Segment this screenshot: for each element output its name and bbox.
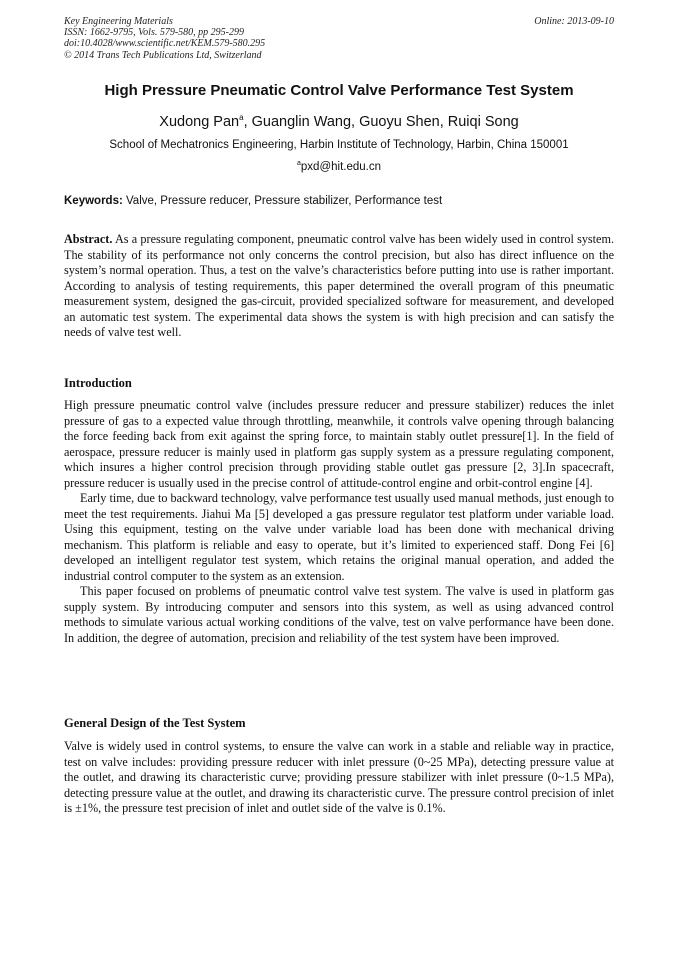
intro-paragraph: Early time, due to backward technology, valve performance test usually used manual methods, just enough to meet the test requirements. Jiahui Ma [5] developed a gas pressure regulator test platform under variable load. Using this equipment, testing on the valve under variable load has been done with mechanical driving mechanism. This platform is reliable and easy to operate, but it’s limited to experienced staff. Dong Fei [6] developed an intelligent regulator test system, which retains the original manual operation, and added the industrial control computer to the system as an extension. (64, 491, 614, 583)
design-paragraph: Valve is widely used in control systems, to ensure the valve can work in a stable and reliable way in practice, test on valve includes: providing pressure reducer with inlet pressure (0~25 MPa), detecting pressure value at the outlet, and drawing its characteristic curve; providing pressure stabilizer with inlet pressure (0~1.5 MPa), detecting pressure value at the outlet, and drawing its characteristic curve. The pressure control precision of inlet is ±1%, the pressure test precision of inlet and outlet side of the valve is 0.1%. (64, 739, 614, 815)
journal-doi: doi:10.4028/www.scientific.net/KEM.579-580.295 (64, 38, 266, 50)
keywords-text: Valve, Pressure reducer, Pressure stabilizer, Performance test (122, 195, 443, 207)
email-address: pxd@hit.edu.cn (300, 160, 381, 173)
intro-paragraph: High pressure pneumatic control valve (includes pressure reducer and pressure stabilizer) reduces the inlet pressure of gas to a expected value through throttling, meanwhile, it controls valve opening through balancing the force feeding back from exit against the spring force, to maintain stably outlet pressure[1]. In the field of aerospace, pressure reducer is mainly used in platform gas supply system as a pressure regulating component, which insures a higher control precision through providing stable outlet gas pressure [2, 3].In spacecraft, pressure reducer is usually used in the precise control of attitude-control engine and orbit-control engine [4]. (64, 398, 614, 490)
keywords-label: Keywords: (64, 195, 123, 207)
author-affiliation-mark: a (239, 113, 244, 122)
general-design-body (64, 739, 614, 817)
keywords (64, 195, 614, 207)
other-authors: , Guanglin Wang, Guoyu Shen, Ruiqi Song (243, 113, 519, 130)
journal-info (64, 16, 265, 61)
paper-title: High Pressure Pneumatic Control Valve Performance Test System (104, 82, 574, 99)
general-design-heading: General Design of the Test System (64, 716, 246, 730)
author-list (0, 113, 678, 130)
introduction-body (64, 398, 614, 646)
intro-paragraph: This paper focused on problems of pneumatic control valve test system. The valve is used in platform gas supply system. By introducing computer and sensors into this system, as well as using advanced control methods to simulate various actual working conditions of the valve, test on valve performance have been done. In addition, the degree of automation, precision and reliability of the test system have been improved. (64, 584, 614, 645)
online-date: Online: 2013-09-10 (534, 16, 614, 27)
journal-issn: ISSN: 1662-9795, Vols. 579-580, pp 295-299 (64, 27, 244, 39)
journal-copyright: © 2014 Trans Tech Publications Ltd, Switzerland (64, 49, 262, 61)
author-email (0, 160, 678, 173)
affiliation: School of Mechatronics Engineering, Harbin Institute of Technology, Harbin, China 150001 (109, 139, 569, 151)
first-author: Xudong Pan (159, 113, 240, 130)
abstract-label: Abstract. (64, 232, 113, 246)
journal-name: Key Engineering Materials (64, 16, 173, 27)
email-mark: a (297, 160, 301, 167)
abstract (64, 232, 614, 341)
introduction-heading: Introduction (64, 376, 132, 390)
abstract-text: As a pressure regulating component, pneumatic control valve has been widely used in control system. The stability of its performance not only concerns the control precision, but also has direct influence on the system’s normal operation. Thus, a test on the valve’s characteristics before putting into use is rather important. According to analysis of testing requirements, this paper determined the overall program of this pneumatic measurement system, designed the gas-circuit, provided specialized software for measurement, and developed an automatic test system. The experimental data shows the system is with high precision and can satisfy the needs of valve test well. (64, 232, 614, 339)
